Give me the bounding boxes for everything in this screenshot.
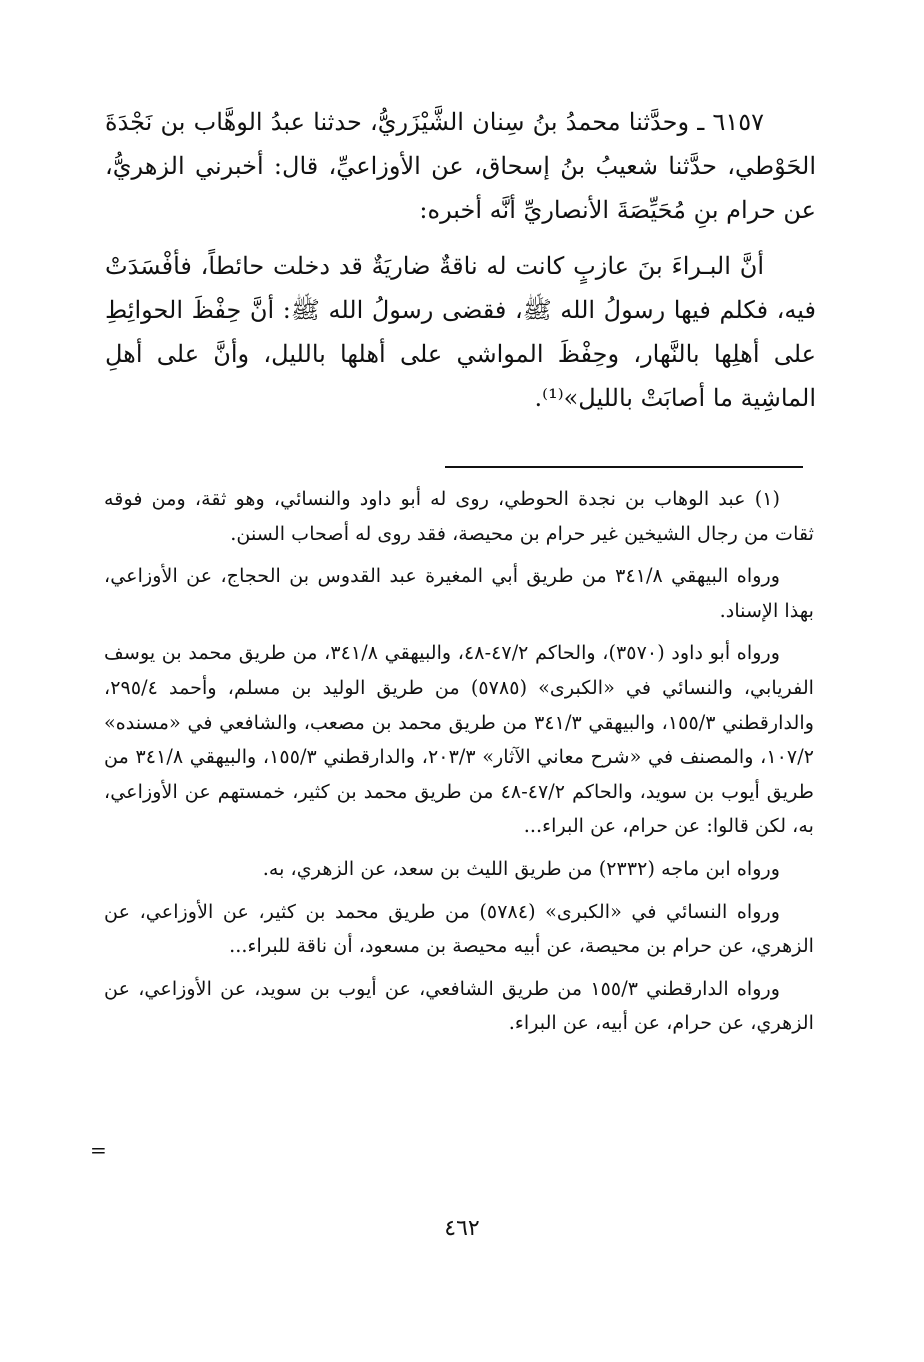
hadith-isnad: ٦١٥٧ ـ وحدَّثنا محمدُ بنُ سِنان الشَّيْزَريُّ، حدثنا عبدُ الوهَّاب بن نَجْدَةَ الحَوْطي، حدَّثنا شعيبُ بنُ إسحاق، عن الأوزاعيِّ، قال: أخبرني الزهريُّ، عن حرام بنِ مُحَيِّصَةَ الأنصاريِّ أنَّه أخبره: [105,108,816,224]
hadith-matn: أنَّ البـراءَ بنَ عازبٍ كانت له ناقةٌ ضاريَةٌ قد دخلت حائطاً، فأفْسَدَتْ فيه، فكلم فيها رسولُ الله ﷺ، فقضى رسولُ الله ﷺ: أنَّ حِفْظَ الحوائِطِ على أهلِها بالنَّهار، وحِفْظَ المواشي على أهلها بالليل، وأنَّ على أهلِ الماشِية ما أصابَتْ بالليل»⁽¹⁾. [105,252,816,412]
page-number: ٤٦٢ [444,1216,480,1241]
footnote-separator [445,466,803,468]
footnote-paragraph: ورواه الدارقطني ١٥٥/٣ من طريق الشافعي، عن أيوب بن سويد، عن الأوزاعي، عن الزهري، عن حرام، عن أبيه، عن البراء. [104,976,814,1035]
footnote-paragraph: ورواه ابن ماجه (٢٣٣٢) من طريق الليث بن سعد، عن الزهري، به. [262,856,780,880]
footnote-paragraph: (١) عبد الوهاب بن نجدة الحوطي، روى له أبو داود والنسائي، وهو ثقة، ومن فوقه ثقات من رجال الشيخين غير حرام بن محيصة، فقد روى له أصحاب السنن. [104,487,814,545]
footnote-paragraph: ورواه أبو داود (٣٥٧٠)، والحاكم ٤٧/٢-٤٨، والبيهقي ٣٤١/٨، من طريق محمد بن يوسف الفريابي، والنسائي في «الكبرى» (٥٧٨٥) من طريق الوليد بن مسلم، وأحمد ٢٩٥/٤، والدارقطني ١٥٥/٣، والبيهقي ٣٤١/٣ من طريق محمد بن مصعب، والشافعي في «مسنده» ١٠٧/٢، والمصنف في «شرح معاني الآثار» ٢٠٣/٣، والدارقطني ١٥٥/٣، والبيهقي ٣٤١/٨ من طريق أيوب بن سويد، والحاكم ٤٧/٢-٤٨ من طريق محمد بن كثير، خمستهم عن الأوزاعي، به، لكن قالوا: عن حرام، عن البراء... [104,641,815,838]
footnotes [104,482,814,1041]
footnote-paragraph: ورواه البيهقي ٣٤١/٨ من طريق أبي المغيرة عبد القدوس بن الحجاج، عن الأوزاعي، بهذا الإسناد. [104,564,814,622]
continuation-mark: = [90,1138,107,1162]
footnote-paragraph: ورواه النسائي في «الكبرى» (٥٧٨٤) من طريق محمد بن كثير، عن الأوزاعي، عن الزهري، عن حرام بن محيصة، عن أبيه محيصة بن مسعود، أن ناقة للبراء... [104,899,814,958]
hadith-body [105,100,816,420]
